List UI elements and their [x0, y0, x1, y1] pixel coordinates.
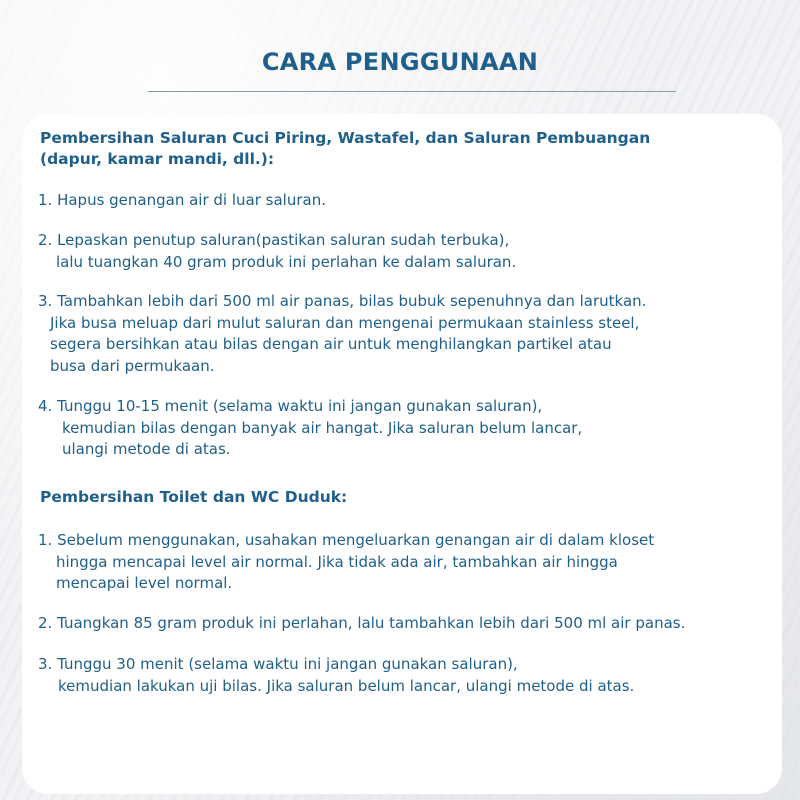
step-line: 3. Tunggu 30 menit (selama waktu ini jangan gunakan saluran),: [38, 655, 518, 673]
step-line: 3. Tambahkan lebih dari 500 ml air panas, bilas bubuk sepenuhnya dan larutkan.: [38, 292, 647, 310]
section1-heading-line1: Pembersihan Saluran Cuci Piring, Wastafel, dan Saluran Pembuangan: [40, 129, 651, 147]
step-line: 1. Sebelum menggunakan, usahakan mengeluarkan genangan air di dalam kloset: [38, 531, 655, 549]
section2-step-1: [38, 530, 654, 595]
section2-step-2: [38, 613, 685, 635]
step-line: Jika busa meluap dari mulut saluran dan mengenai permukaan stainless steel,: [50, 313, 640, 332]
step-line: 4. Tunggu 10-15 menit (selama waktu ini jangan gunakan saluran),: [38, 397, 543, 415]
section2-heading: [40, 487, 347, 508]
section1-step-2: [38, 230, 516, 273]
section2-heading-text: Pembersihan Toilet dan WC Duduk:: [40, 488, 348, 506]
step-line: 1. Hapus genangan air di luar saluran.: [38, 191, 326, 209]
section1-heading-line2: (dapur, kamar mandi, dll.):: [40, 150, 275, 168]
section1-step-3: [38, 291, 646, 377]
section1-step-1: [38, 190, 326, 212]
step-line: segera bersihkan atau bilas dengan air untuk menghilangkan partikel atau: [50, 335, 612, 353]
section1-heading: [40, 128, 650, 170]
title-divider: [148, 91, 676, 92]
step-line: kemudian lakukan uji bilas. Jika saluran belum lancar, ulangi metode di atas.: [58, 676, 635, 695]
page-title: CARA PENGGUNAAN: [261, 48, 539, 76]
section2-step-3: [38, 654, 634, 697]
section1-step-4: [38, 396, 582, 461]
step-line: lalu tuangkan 40 gram produk ini perlahan ke dalam saluran.: [56, 252, 517, 271]
step-line: mencapai level normal.: [56, 574, 233, 592]
step-line: 2. Tuangkan 85 gram produk ini perlahan, lalu tambahkan lebih dari 500 ml air panas.: [38, 614, 686, 632]
step-line: hingga mencapai level air normal. Jika tidak ada air, tambahkan air hingga: [56, 552, 618, 571]
step-line: 2. Lepaskan penutup saluran(pastikan saluran sudah terbuka),: [38, 231, 510, 249]
step-line: ulangi metode di atas.: [62, 440, 231, 458]
step-line: kemudian bilas dengan banyak air hangat. Jika saluran belum lancar,: [62, 418, 583, 437]
step-line: busa dari permukaan.: [50, 356, 215, 375]
